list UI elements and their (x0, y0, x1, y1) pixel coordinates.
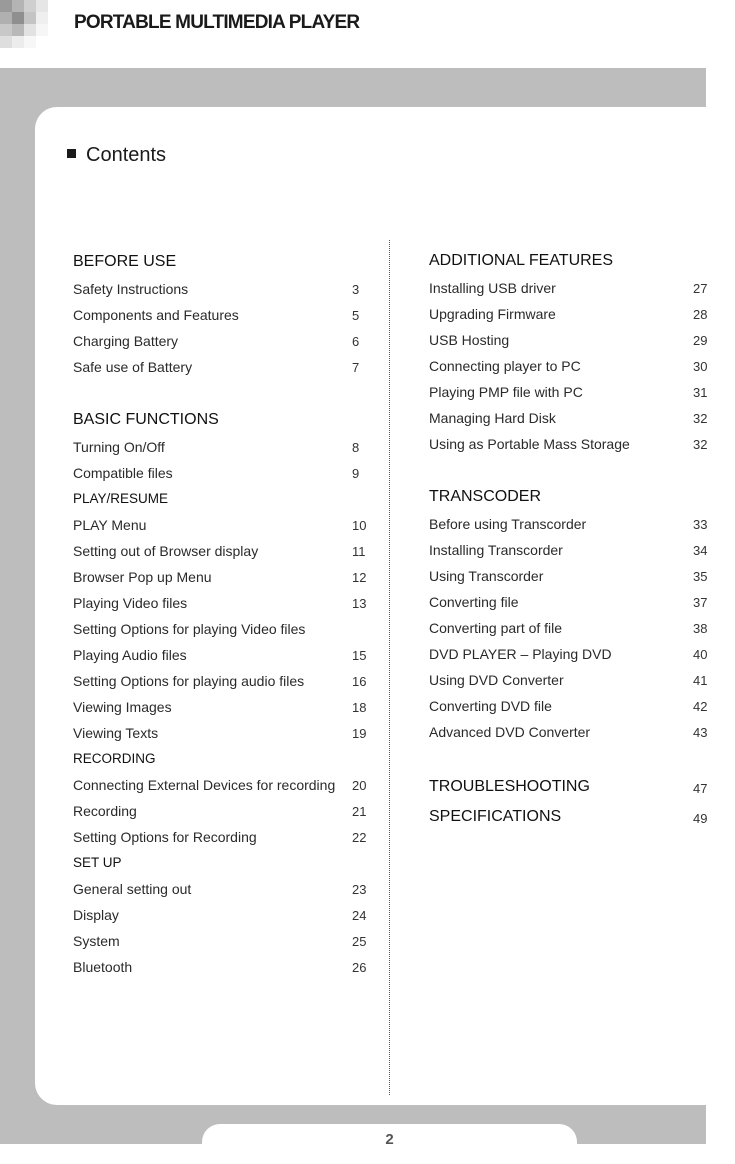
toc-entry-converting-file (429, 594, 708, 610)
toc-entry-general-setting-out (73, 881, 367, 897)
toc-entry-page-number: 42 (693, 699, 708, 714)
toc-entry-installing-transcorder (429, 542, 708, 558)
toc-entry-charging-battery (73, 333, 360, 349)
contents-heading-label: Contents (86, 144, 167, 166)
toc-entry-play-menu (73, 517, 367, 533)
toc-entry-label: Viewing Images (73, 699, 172, 715)
toc-entry-label: RECORDING (73, 751, 156, 766)
toc-entry-label: Setting Options for playing Video files (73, 621, 306, 637)
section-title: TROUBLESHOOTING (429, 778, 590, 795)
toc-entry-label: Viewing Texts (73, 725, 159, 741)
toc-subheading-set-up (73, 855, 122, 870)
section-heading-before-use (73, 253, 176, 271)
toc-entry-page-number: 41 (693, 673, 708, 688)
toc-entry-page-number: 12 (352, 570, 367, 585)
toc-entry-setting-options-for-playing-video-files (73, 621, 305, 637)
toc-entry-label: Setting Options for playing audio files (73, 673, 305, 689)
toc-entry-page-number: 11 (352, 544, 366, 559)
toc-entry-label: Converting DVD file (429, 698, 552, 714)
toc-entry-page-number: 33 (693, 517, 708, 532)
square-bullet-icon (67, 149, 76, 158)
toc-entry-label: Using Transcorder (429, 568, 544, 584)
toc-entry-page-number: 28 (693, 307, 708, 322)
toc-entry-label: General setting out (73, 881, 192, 897)
header-title: PORTABLE MULTIMEDIA PLAYER (74, 12, 360, 33)
toc-entry-label: System (73, 933, 120, 949)
toc-entry-page-number: 37 (693, 595, 708, 610)
toc-entry-page-number: 16 (352, 674, 367, 689)
toc-entry-page-number: 23 (352, 882, 367, 897)
toc-entry-page-number: 30 (693, 359, 708, 374)
toc-entry-bluetooth (73, 959, 367, 975)
toc-entry-page-number: 32 (693, 437, 708, 452)
toc-entry-page-number: 13 (352, 596, 367, 611)
section-title: BEFORE USE (73, 253, 177, 270)
toc-entry-components-and-features (73, 307, 360, 323)
toc-entry-page-number: 35 (693, 569, 708, 584)
toc-entry-page-number: 24 (352, 908, 367, 923)
toc-entry-label: Connecting player to PC (429, 358, 581, 374)
toc-entry-page-number: 22 (352, 830, 367, 845)
toc-entry-recording (73, 803, 367, 819)
toc-entry-browser-pop-up-menu (73, 569, 367, 585)
toc-entry-viewing-images (73, 699, 367, 715)
toc-entry-compatible-files (73, 465, 360, 481)
toc-entry-label: Converting part of file (429, 620, 563, 636)
toc-entry-page-number: 34 (693, 543, 708, 558)
toc-entry-page-number: 25 (352, 934, 367, 949)
toc-subheading-play-resume (73, 491, 168, 506)
toc-entry-label: DVD PLAYER – Playing DVD (429, 646, 612, 662)
footer-tab (202, 1124, 577, 1164)
toc-entry-page-number: 3 (352, 282, 360, 297)
toc-entry-label: SET UP (73, 855, 122, 870)
section-heading-transcoder (429, 488, 541, 506)
toc-entry-converting-dvd-file (429, 698, 708, 714)
toc-entry-page-number: 6 (352, 334, 360, 349)
page-header (0, 0, 706, 68)
toc-entry-label: Recording (73, 803, 137, 819)
toc-entry-converting-part-of-file (429, 620, 708, 636)
column-divider (389, 240, 390, 1095)
toc-entry-page-number: 38 (693, 621, 708, 636)
toc-entry-safety-instructions (73, 281, 360, 297)
section-heading-specifications (429, 808, 708, 826)
section-heading-additional-features (429, 252, 613, 270)
toc-entry-playing-pmp-file-with-pc (429, 384, 708, 400)
toc-entry-label: Connecting External Devices for recording (73, 777, 336, 793)
toc-entry-page-number: 19 (352, 726, 367, 741)
toc-entry-label: Bluetooth (73, 959, 133, 975)
toc-entry-page-number: 8 (352, 440, 360, 455)
toc-entry-before-using-transcorder (429, 516, 708, 532)
mosaic-logo-icon (0, 0, 48, 48)
toc-entry-label: Installing Transcorder (429, 542, 563, 558)
toc-entry-page-number: 9 (352, 466, 360, 481)
toc-entry-usb-hosting (429, 332, 708, 348)
toc-entry-connecting-external-devices-for-recording (73, 777, 367, 793)
toc-entry-connecting-player-to-pc (429, 358, 708, 374)
toc-entry-managing-hard-disk (429, 410, 708, 426)
section-title: ADDITIONAL FEATURES (429, 252, 614, 269)
toc-entry-display (73, 907, 367, 923)
toc-entry-page-number: 40 (693, 647, 708, 662)
toc-entry-page-number: 43 (693, 725, 708, 740)
toc-entry-label: PLAY Menu (73, 517, 147, 533)
toc-entry-page-number: 10 (352, 518, 367, 533)
section-page-number: 47 (693, 781, 708, 796)
toc-entry-label: Safety Instructions (73, 281, 189, 297)
toc-entry-page-number: 29 (693, 333, 708, 348)
toc-entry-label: Browser Pop up Menu (73, 569, 212, 585)
toc-entry-page-number: 26 (352, 960, 367, 975)
toc-entry-using-as-portable-mass-storage (429, 436, 708, 452)
toc-subheading-recording (73, 751, 156, 766)
section-page-number: 49 (693, 811, 708, 826)
toc-entry-page-number: 18 (352, 700, 367, 715)
toc-entry-label: Safe use of Battery (73, 359, 193, 375)
toc-entry-label: Setting out of Browser display (73, 543, 259, 559)
toc-entry-setting-out-of-browser-display (73, 543, 366, 559)
toc-entry-safe-use-of-battery (73, 359, 360, 375)
section-title: BASIC FUNCTIONS (73, 411, 219, 428)
toc-entry-page-number: 5 (352, 308, 360, 323)
toc-entry-advanced-dvd-converter (429, 724, 708, 740)
toc-entry-label: Converting file (429, 594, 519, 610)
toc-entry-label: Using as Portable Mass Storage (429, 436, 630, 452)
toc-entry-label: Playing PMP file with PC (429, 384, 583, 400)
toc-entry-page-number: 21 (352, 804, 367, 819)
toc-entry-page-number: 20 (352, 778, 367, 793)
toc-entry-upgrading-firmware (429, 306, 708, 322)
toc-entry-label: PLAY/RESUME (73, 491, 169, 506)
toc-entry-setting-options-for-recording (73, 829, 367, 845)
toc-entry-label: Upgrading Firmware (429, 306, 556, 322)
toc-entry-page-number: 7 (352, 360, 360, 375)
toc-entry-label: Setting Options for Recording (73, 829, 257, 845)
toc-entry-playing-audio-files (73, 647, 367, 663)
toc-entry-viewing-texts (73, 725, 367, 741)
toc-entry-page-number: 31 (693, 385, 708, 400)
toc-entry-label: Playing Audio files (73, 647, 187, 663)
section-heading-troubleshooting (429, 778, 708, 796)
toc-entry-setting-options-for-playing-audio-files (73, 673, 367, 689)
toc-entry-label: Playing Video files (73, 595, 188, 611)
toc-entry-label: Display (73, 907, 119, 923)
toc-entry-using-transcorder (429, 568, 708, 584)
toc-entry-label: Using DVD Converter (429, 672, 564, 688)
toc-entry-dvd-player-playing-dvd (429, 646, 708, 662)
toc-entry-label: Managing Hard Disk (429, 410, 556, 426)
toc-entry-system (73, 933, 367, 949)
toc-entry-label: Installing USB driver (429, 280, 556, 296)
toc-entry-turning-on-off (73, 439, 360, 455)
toc-entry-using-dvd-converter (429, 672, 708, 688)
toc-entry-label: Turning On/Off (73, 439, 165, 455)
toc-entry-label: Charging Battery (73, 333, 179, 349)
toc-entry-page-number: 15 (352, 648, 367, 663)
toc-entry-page-number: 32 (693, 411, 708, 426)
toc-entry-label: Components and Features (73, 307, 239, 323)
toc-entry-playing-video-files (73, 595, 367, 611)
toc-entry-label: Before using Transcorder (429, 516, 587, 532)
toc-entry-label: Advanced DVD Converter (429, 724, 591, 740)
toc-entry-page-number: 27 (693, 281, 708, 296)
section-heading-basic-functions (73, 411, 219, 429)
section-title: SPECIFICATIONS (429, 808, 562, 825)
toc-entry-label: USB Hosting (429, 332, 510, 348)
toc-entry-installing-usb-driver (429, 280, 708, 296)
section-title: TRANSCODER (429, 488, 542, 505)
page-number: 2 (385, 1131, 394, 1148)
contents-heading (67, 144, 166, 167)
toc-entry-label: Compatible files (73, 465, 173, 481)
